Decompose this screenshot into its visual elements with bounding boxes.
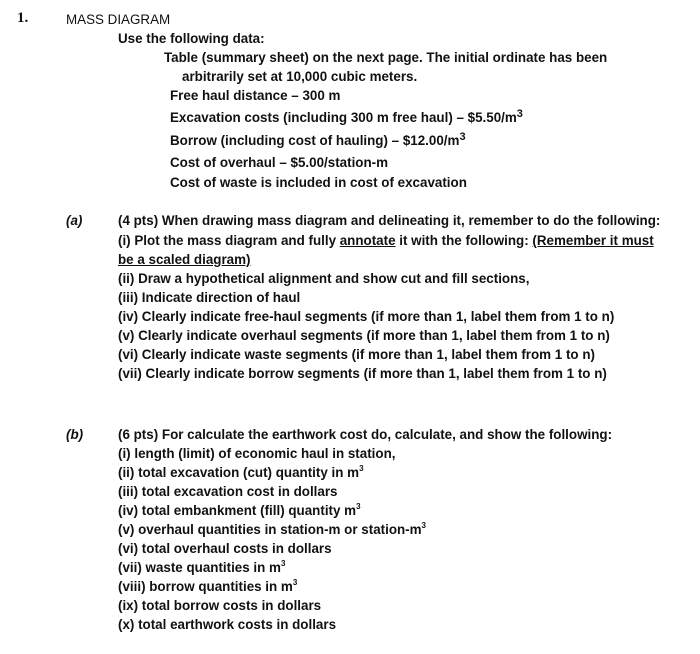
part-b-item-ix: (ix) total borrow costs in dollars [118,598,322,613]
problem-title: MASS DIAGRAM [66,12,171,27]
part-a-item-i: (i) Plot the mass diagram and fully annotate it with the following: (Remember it must [118,233,654,248]
intro-text: Use the following data: [118,31,265,46]
part-b-item-v: (v) overhaul quantities in station-m or station-$m^3$ [118,520,426,537]
part-b-intro: (6 pts) For calculate the earthwork cost do, calculate, and show the following: [118,427,613,442]
part-b-item-vii: (vii) waste quantities in $m^3$ [118,558,286,575]
part-a-item-iv: (iv) Clearly indicate free-haul segments (if more than 1, label them from 1 to n) [118,309,615,324]
part-b-item-vi: (vi) total overhaul costs in dollars [118,541,332,556]
part-a-item-ii: (ii) Draw a hypothetical alignment and show cut and fill sections, [118,271,530,286]
part-a-intro: (4 pts) When drawing mass diagram and delineating it, remember to do the following: [118,213,661,228]
part-a-item-vi: (vi) Clearly indicate waste segments (if more than 1, label them from 1 to n) [118,347,595,362]
data-line-table: Table (summary sheet) on the next page. The initial ordinate has been [164,50,608,65]
part-a-label: (a) [66,213,83,228]
data-line-overhaul-cost: Cost of overhaul – $5.00/station-m [170,155,389,170]
part-b-item-iii: (iii) total excavation cost in dollars [118,484,338,499]
part-a-item-iii: (iii) Indicate direction of haul [118,290,301,305]
part-b-item-i: (i) length (limit) of economic haul in station, [118,446,396,461]
scaled-diagram-note: (Remember it must [532,233,654,248]
problem-number: 1. [17,10,29,26]
part-b-item-viii: (viii) borrow quantities in $m^3$ [118,577,298,594]
annotate-emphasis: annotate [339,233,396,248]
part-a-item-i-cont: be a scaled diagram) [118,252,251,267]
data-line-ordinate: arbitrarily set at 10,000 cubic meters. [182,69,418,84]
data-line-waste-cost: Cost of waste is included in cost of excavation [170,175,467,190]
part-b-item-x: (x) total earthwork costs in dollars [118,617,337,632]
part-a-item-vii: (vii) Clearly indicate borrow segments (if more than 1, label them from 1 to n) [118,366,607,381]
part-b-label: (b) [66,427,84,442]
part-a-item-v: (v) Clearly indicate overhaul segments (if more than 1, label them from 1 to n) [118,328,610,343]
data-line-excavation-cost: Excavation costs (including 300 m free haul) – $\$5.50/m^3$ [170,108,523,125]
data-line-borrow-cost: Borrow (including cost of hauling) – $\$12.00/m^3$ [170,131,466,148]
part-b-item-iv: (iv) total embankment (fill) quantity $m^3$ [118,501,361,518]
data-line-free-haul: Free haul distance – 300 m [170,88,341,103]
part-b-item-ii: (ii) total excavation (cut) quantity in $m^3$ [118,463,364,480]
